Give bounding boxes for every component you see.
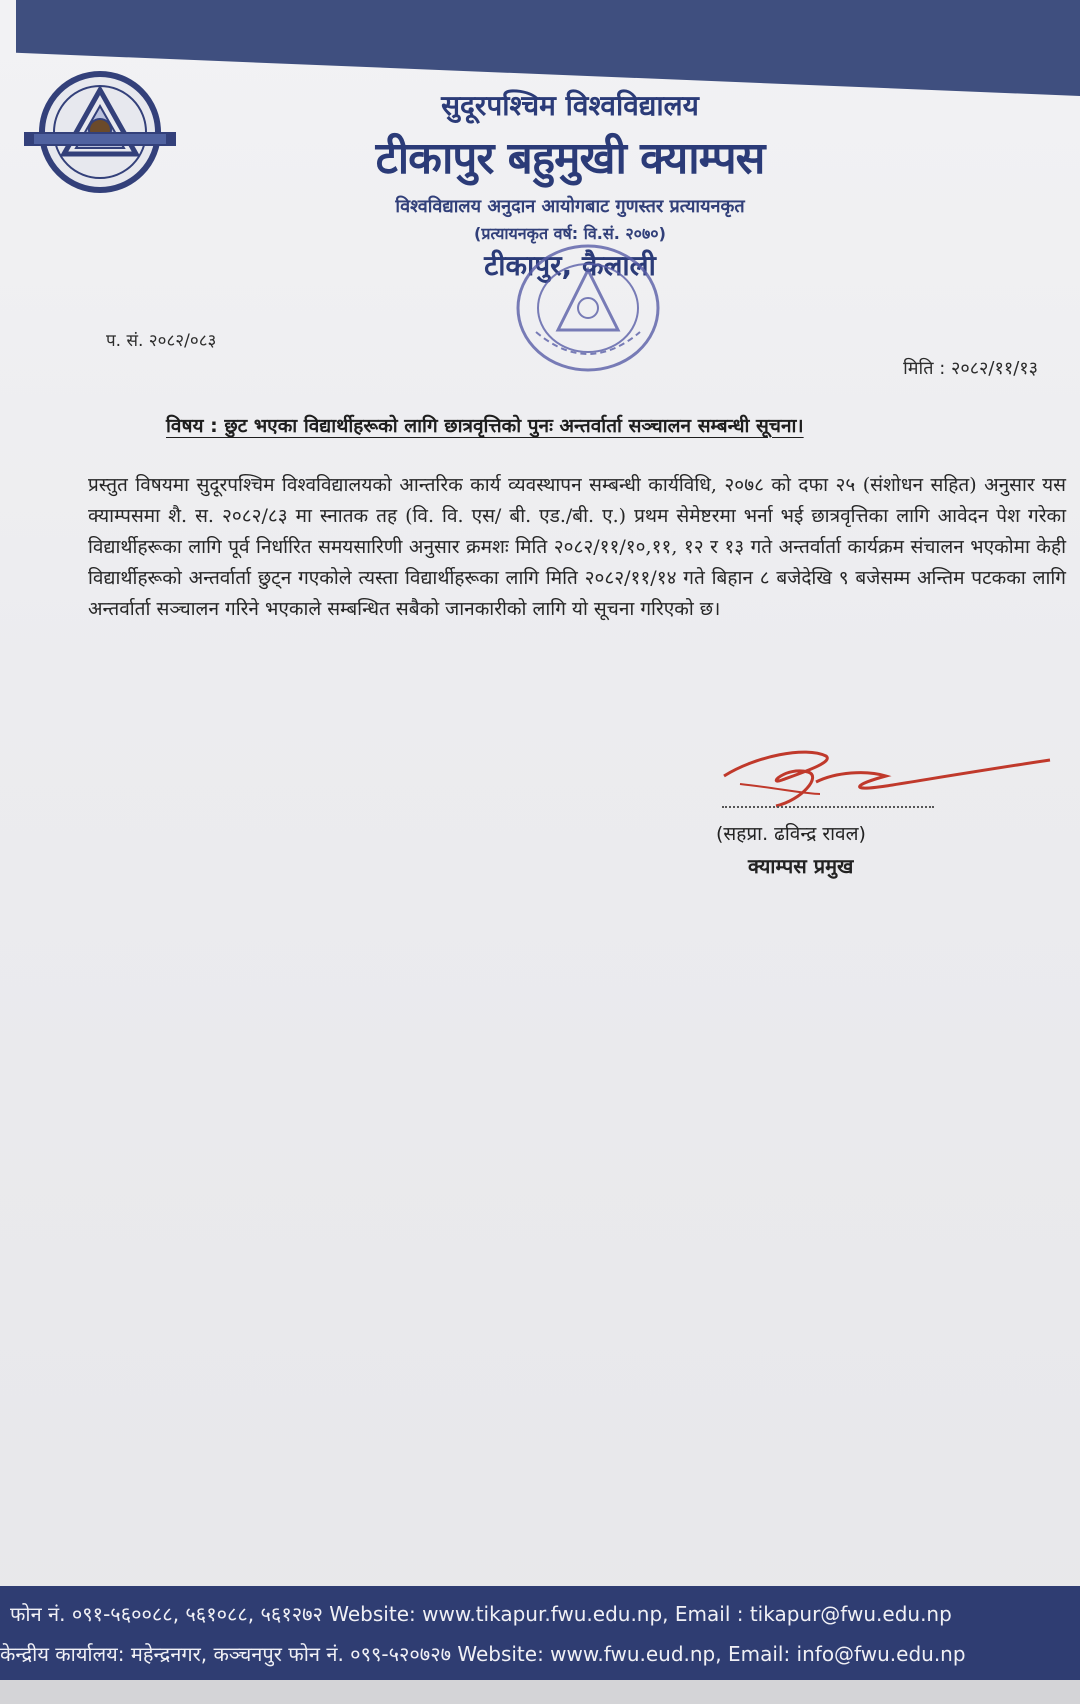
accreditation-year: (प्रत्यायनकृत वर्ष: वि.सं. २०७०) [474, 224, 666, 243]
university-logo-icon [24, 68, 176, 196]
signature-line [722, 806, 934, 808]
footer-campus-contact: फोन नं. ०९१-५६००८८, ५६१०८८, ५६१२७२ Website: www.tikapur.fwu.edu.np, Email : tikapur@fwu.edu.np [10, 1602, 952, 1626]
campus-seal-icon [506, 236, 670, 378]
signatory-title: क्याम्पस प्रमुख [748, 854, 854, 878]
accreditation-line: विश्वविद्यालय अनुदान आयोगबाट गुणस्तर प्रत्यायनकृत [395, 196, 745, 217]
notice-subject: विषय : छुट भएका विद्यार्थीहरूको लागि छात्रवृत्तिको पुनः अन्तर्वार्ता सञ्चालन सम्बन्धी सूचना। [166, 415, 804, 437]
signatory-name: (सहप्रा. ढविन्द्र रावल) [716, 823, 866, 845]
page-bottom-edge [0, 1680, 1080, 1704]
signature-image [716, 736, 1056, 826]
university-name: सुदूरपश्चिम विश्वविद्यालय [441, 89, 699, 122]
letterhead-footer [0, 1586, 1080, 1680]
notice-date: मिति : २०८२/११/१३ [903, 358, 1038, 379]
campus-location: टीकापुर, कैलाली [484, 249, 656, 282]
footer-central-office-contact: केन्द्रीय कार्यालय: महेन्द्रनगर, कञ्चनपुर फोन नं. ०९९-५२०७२७ Website: www.fwu.eud.np, Email: info@fwu.edu.np [0, 1642, 966, 1666]
reference-number: प. सं. २०८२/०८३ [106, 331, 217, 351]
notice-body: प्रस्तुत विषयमा सुदूरपश्चिम विश्वविद्यालयको आन्तरिक कार्य व्यवस्थापन सम्बन्धी कार्यविधि, २०७८ को दफा २५ (संशोधन सहित) अनुसार यस क्याम्पसमा शै. स. २०८२/८३ मा स्नातक तह (वि. वि. एस/ बी. एड./बी. ए.) प्रथम सेमेष्टरमा भर्ना भई छात्रवृत्तिका लागि आवेदन पेश गरेका विद्यार्थीहरूका लागि पूर्व निर्धारित समयसारिणी अनुसार क्रमशः मिति २०८२/११/१०,११, १२ र १३ गते अन्तर्वार्ता कार्यक्रम संचालन भएकोमा केही विद्यार्थीहरूको अन्तर्वार्ता छुट्न गएकोले त्यस्ता विद्यार्थीहरूका लागि मिति २०८२/११/१४ गते बिहान ८ बजेदेखि ९ बजेसम्म अन्तिम पटकका लागि अन्तर्वार्ता सञ्चालन गरिने भएकाले सम्बन्धित सबैको जानकारीको लागि यो सूचना गरिएको छ। [88, 474, 1066, 620]
campus-name: टीकापुर बहुमुखी क्याम्पस [375, 133, 765, 184]
